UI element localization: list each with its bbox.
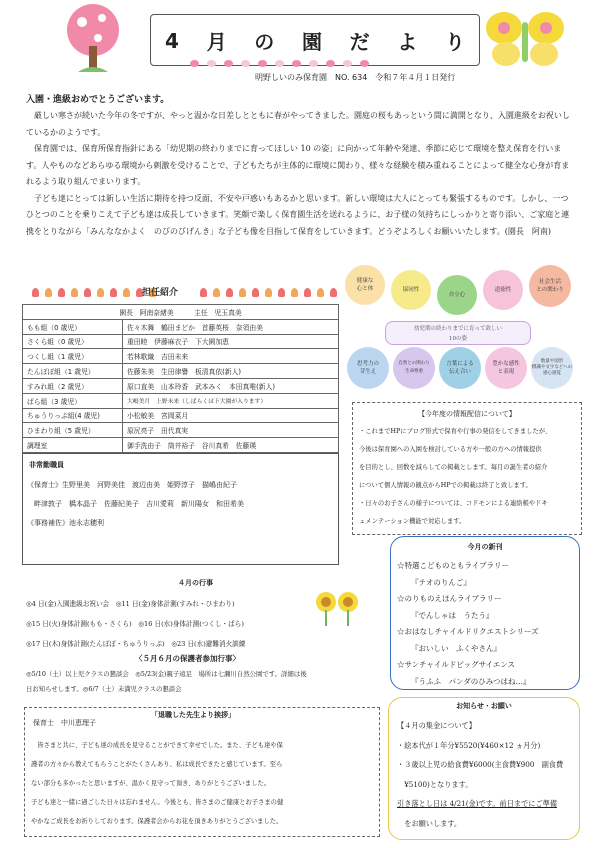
meetings-text <box>26 667 307 697</box>
title-char: 月 <box>206 30 227 54</box>
table-row <box>23 364 339 379</box>
names-cell: 原口直美 山本玲香 武本みく 本田真唯(新人) <box>123 378 339 393</box>
quality-circle: 自然との関わり 生命尊重 <box>393 347 435 389</box>
book-series: ☆おはなしチャイルドリクエストシリーズ <box>397 627 539 636</box>
quality-circle: 健康な 心と体 <box>345 265 385 305</box>
pink-dot-border <box>190 60 369 67</box>
pink-dot <box>224 60 233 67</box>
info-line: 今後は保育園への入園を検討している方や一般の方への情報提供 <box>359 446 542 453</box>
parttime-heading: 非常勤職員 <box>29 461 64 469</box>
tulip-row-right <box>200 288 337 297</box>
ten-qualities-diagram <box>345 265 575 390</box>
table-row <box>23 319 339 334</box>
info-line: ・これまでHPにブログ形式で保育や行事の発信をしてきましたが、 <box>359 428 552 435</box>
pink-dot <box>326 60 335 67</box>
events-list <box>26 594 245 654</box>
notice-box <box>388 697 580 840</box>
title-char: 園 <box>301 30 322 54</box>
farewell-box <box>24 707 380 837</box>
names-cell: 若林歌織 吉田未来 <box>123 349 339 364</box>
book-title: 『おいしい ふくやさん』 <box>411 643 501 653</box>
quality-circle: 思考力の 芽生え <box>347 347 389 389</box>
names-cell: 原尻亮子 田代真実 <box>123 423 339 438</box>
parttime-line: 《事務補佐》池永志穂利 <box>27 519 104 527</box>
pink-dot <box>258 60 267 67</box>
names-cell: 佐々木舞 鶴田まどか 首藤英桜 奈須由美 <box>123 319 339 334</box>
names-cell: 重田睦 伊藤麻衣子 下大園加恵 <box>123 334 339 349</box>
info-line: を目的とし、回数を減らしての掲載とします。毎月の誕生者の紹介 <box>359 464 548 471</box>
table-row <box>23 393 339 408</box>
title-char: だ <box>349 30 370 54</box>
event-line: ◎4 日(金)入園進級お祝い会 ◎11 日(金)身体計測(すみれ・ひまわり) <box>26 600 235 608</box>
tulip-row-left <box>32 288 156 297</box>
names-cell: 佐藤朱美 生田律譽 板清真依(新人) <box>123 364 339 379</box>
new-books-box <box>390 536 580 690</box>
farewell-line: ない部分も多かったと思いますが、温かく見守って頂き、ありがとうございました。 <box>31 780 271 787</box>
names-cell: 御手洗由子 筒井裕子 谷川真希 佐藤瑛 <box>123 438 339 453</box>
parttime-line: 《保育士》生野里美 河野美佳 渡辺由美 姫野淳子 猫嶋由紀子 <box>27 481 237 489</box>
pink-dot <box>360 60 369 67</box>
info-line: ・日々のお子さんの様子については、コドモンによる連絡帳やドキ <box>359 500 548 507</box>
staff-top-row: 園長 阿南奈緒美 主任 児玉真美 <box>23 305 339 320</box>
greeting-paragraph: 厳しい寒さが続いた今年の冬ですが、やっと温かな日差しとともに春がやってきました。園庭の桜もあっという間に満開となり、入園進級をお祝いしているかのようです。 <box>26 111 570 137</box>
book-title: 『でんしゃは うたう』 <box>411 610 494 620</box>
quality-circle: 自立心 <box>437 275 477 315</box>
pink-dot <box>292 60 301 67</box>
meeting-line: 日お知らせします。◎6/7（土）未満児クラスの懇談会 <box>26 685 182 693</box>
notice-line: ・絵本代が１年分¥5520(¥460×12 ヵ月分) <box>397 740 541 750</box>
table-row <box>23 423 339 438</box>
table-row <box>23 334 339 349</box>
table-row <box>23 438 339 453</box>
class-cell: もも組（0 歳児） <box>23 319 123 334</box>
book-title: 『うふふ パンダのひみつはね…』 <box>411 676 531 686</box>
class-cell: さくら組（0 歳児） <box>23 334 123 349</box>
notice-title: お知らせ・お願い <box>456 702 512 710</box>
quality-circle: 社会生活 との関わり <box>529 265 571 307</box>
farewell-title: 「退職した先生より挨拶」 <box>151 711 235 719</box>
pink-dot <box>275 60 284 67</box>
book-series: ☆サンチャイルドビッグサイエンス <box>397 660 516 669</box>
class-cell: ばら組（3 歳児） <box>23 393 123 408</box>
pink-dot <box>190 60 199 67</box>
qualities-banner: 幼児期の終わりまでに育って欲しい 10の姿 <box>385 321 531 345</box>
class-cell: 調理室 <box>23 438 123 453</box>
staff-heading: 担任紹介 <box>142 288 179 298</box>
title-char: り <box>444 30 465 54</box>
farewell-line: 護者の方々から教えてもらうことがたくさんあり、私は成長できたと感じています。至ら <box>31 761 283 768</box>
newsletter-title <box>165 26 465 55</box>
info-line: ュメンテーション機能で対応します。 <box>359 518 466 525</box>
events-title: ４月の行事 <box>178 579 213 587</box>
names-cell: 小松敏美 宮岡菜月 <box>123 408 339 423</box>
notice-line: ¥5100)となります。 <box>397 779 473 789</box>
tree-illustration <box>58 2 128 74</box>
farewell-author: 保育士 中川恵理子 <box>33 719 96 727</box>
notice-line: 【４月の集金について】 <box>397 721 476 730</box>
farewell-line: 子ども達と一緒に過ごした日々は忘れません。今後とも、皆さまのご健康とお子さまの健 <box>31 799 284 806</box>
info-delivery-box <box>352 402 582 535</box>
notice-line: 引き落とし日は 4/21(金)です。前日までにご準備 <box>397 799 558 808</box>
parttime-box <box>22 453 339 565</box>
title-char: よ <box>397 30 418 54</box>
greeting-paragraph: 保育園では、保育所保育指針にある「幼児期の終わりまでに育ってほしい 10 の姿」に向かって年齢や発達、季節に応じて環境を整え保育を行います。人やものなどあらゆる環境から刺激を受けることで、子どもたちが主体的に環境に関わり、様々な経験を積み重ねることによって健全な心身が育まれるよう取り組んでまいります。 <box>26 144 570 186</box>
event-line: ◎15 日(火)身体計測(もも・さくら) ◎16 日(水)身体計測(つくし・ばら) <box>26 620 244 628</box>
meetings-title: 〈５月６月の保護者参加行事〉 <box>135 654 240 663</box>
title-char: 4 <box>165 28 179 53</box>
book-title: 『テオのりんご』 <box>411 577 471 587</box>
info-title: 【今年度の情報配信について】 <box>418 410 516 418</box>
class-cell: つくし組（1 歳児） <box>23 349 123 364</box>
book-series: ☆のりものえほんライブラリー <box>397 594 502 603</box>
notice-line: ・３歳以上児の給食費¥6000(主食費¥900 副食費 <box>397 760 564 769</box>
book-series: ☆特選こどものともライブラリー <box>397 561 510 570</box>
pink-dot <box>241 60 250 67</box>
butterfly-illustration <box>482 8 568 74</box>
quality-circle: 豊かな感性 と表現 <box>485 347 527 389</box>
pink-dot <box>309 60 318 67</box>
farewell-line: 皆さまと共に、子ども達の成長を見守ることができて幸せでした。また、子ども達や保 <box>31 742 283 749</box>
issue-info: 明野しいのみ保育園 NO. 634 令和７年４月１日発行 <box>255 73 456 82</box>
books-title: 今月の新刊 <box>467 543 503 551</box>
farewell-line: やかなご成長をお祈りしております。保護者会からお花を頂きありがとうございました。 <box>31 818 283 825</box>
quality-circle: 数量や図形 標識や文字などへの 感心感覚 <box>531 347 573 389</box>
info-line: について個人情報の観点からHPでの掲載は終了と致します。 <box>359 482 532 489</box>
sunflower-illustration <box>314 590 360 628</box>
title-char: の <box>254 30 275 54</box>
table-row <box>23 349 339 364</box>
meeting-line: ◎5/10（土）以上児クラスの懇談会 ◎5/23(金)親子遠足 場所は七瀬川自然公園です。詳細は後 <box>26 670 307 678</box>
pink-dot <box>207 60 216 67</box>
table-row <box>23 378 339 393</box>
greeting-heading: 入園・進級おめでとうございます。 <box>26 95 170 105</box>
names-cell: 大嶋美月 上野未来（しばらくは下大園が入ります） <box>123 393 339 408</box>
staff-table <box>22 304 339 453</box>
quality-circle: 協同性 <box>391 270 431 310</box>
pink-dot <box>343 60 352 67</box>
event-line: ◎17 日(木)身体計測(たんぽぽ・ちゅうりっぷ) ◎23 日(水)避難消火訓練 <box>26 640 246 648</box>
quality-circle: 道徳性 <box>483 270 523 310</box>
class-cell: たんぽぽ組（1 歳児） <box>23 364 123 379</box>
class-cell: ちゅうりっぷ組(4 歳児) <box>23 408 123 423</box>
class-cell: ひまわり組（5 歳児） <box>23 423 123 438</box>
greeting-paragraph: 子ども達にとっては新しい生活に期待を持つ反面、不安や戸惑いもあるかと思います。新しい環境は大人にとっても緊張するものです。しかし、一つひとつのことを乗りこえて子ども達は成長していきます。笑顔で楽しく保育園生活を送れるように、お子様の気持ちにしっかりと寄り添い、ご家庭と連携をとりながら「みんななかよく のびのびげんき」な子ども像を目指して保育をしていきます。どうぞよろしくお願いいたします。(園長 阿南) <box>26 193 570 236</box>
table-row <box>23 408 339 423</box>
class-cell: すみれ組（2 歳児） <box>23 378 123 393</box>
notice-line: をお願いします。 <box>397 818 462 828</box>
greeting-body <box>26 108 576 240</box>
quality-circle: 言葉による 伝え合い <box>439 347 481 389</box>
parttime-line: 畔津敦子 橋本晶子 佐藤紀美子 吉川愛莉 新川陽女 和田希美 <box>27 500 244 508</box>
